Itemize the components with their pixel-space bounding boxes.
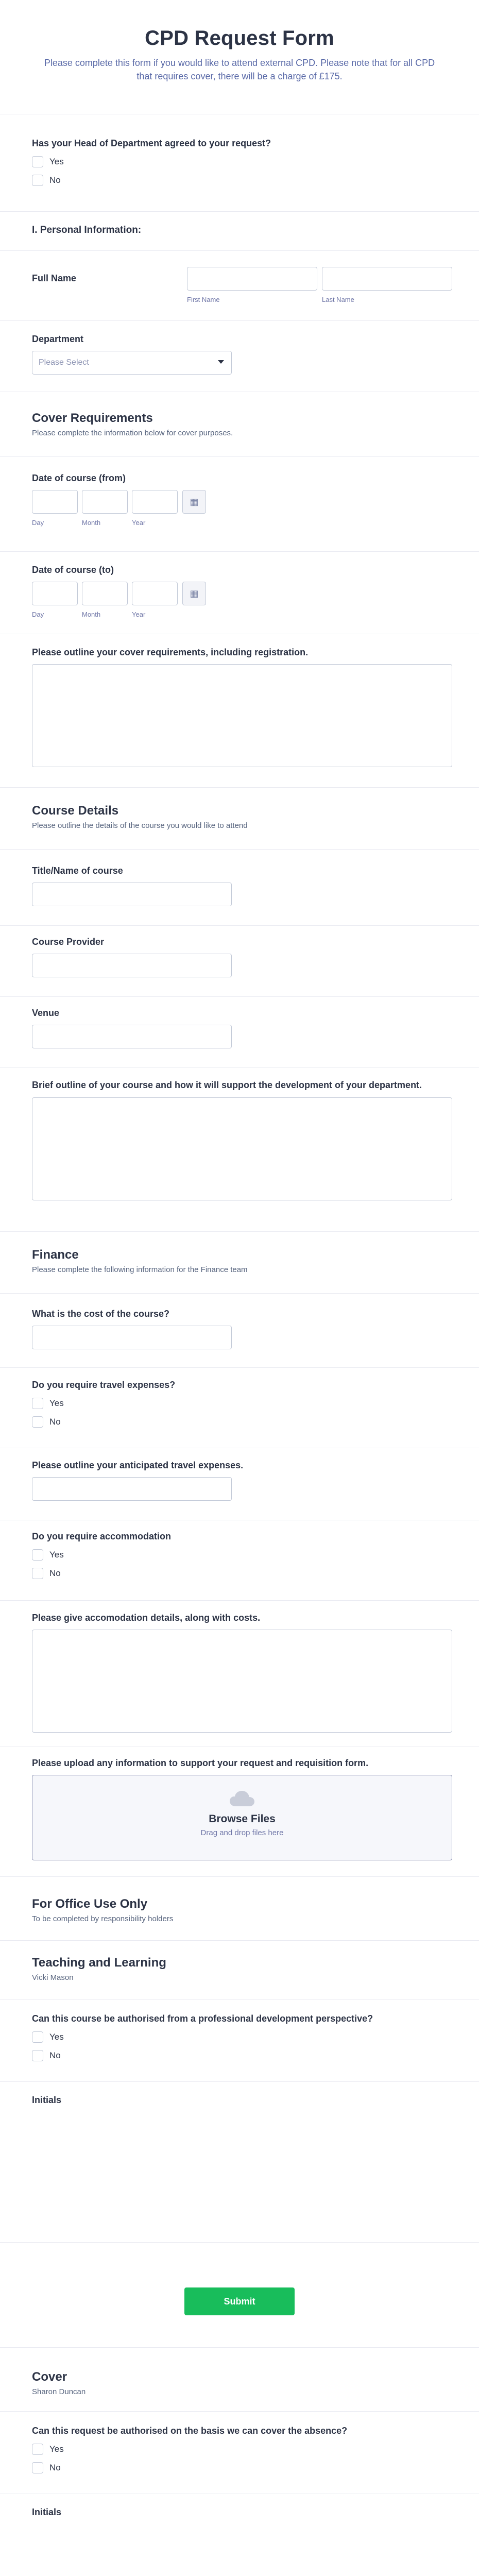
chevron-down-icon	[218, 360, 224, 364]
month-sublabel: Month	[82, 611, 101, 618]
select-placeholder: Please Select	[39, 358, 89, 367]
year-input[interactable]	[132, 490, 178, 514]
divider	[0, 787, 479, 788]
checkbox[interactable]	[32, 1398, 43, 1409]
option-label: Yes	[49, 2032, 64, 2042]
divider	[0, 551, 479, 552]
cover-header	[32, 2370, 452, 2396]
section-subhead: Please outline the details of the course you would like to attend	[32, 821, 248, 830]
field-label: Please give accomodation details, along with costs.	[32, 1613, 261, 1623]
course-details-header	[32, 804, 452, 830]
field-label: Title/Name of course	[32, 866, 123, 876]
first-name-input[interactable]	[187, 267, 317, 291]
field-label: Course Provider	[32, 937, 105, 947]
venue-field	[32, 1008, 452, 1048]
divider	[0, 849, 479, 850]
full-name-label: Full Name	[32, 273, 77, 283]
checkbox[interactable]	[32, 2031, 43, 2043]
initials-label: Initials	[32, 2095, 62, 2105]
calendar-icon: ▦	[190, 496, 199, 507]
checkbox[interactable]	[32, 2050, 43, 2061]
section-heading: Finance	[32, 1248, 79, 1262]
question-label: Do you require accommodation	[32, 1531, 172, 1541]
divider	[0, 1600, 479, 1601]
divider	[0, 320, 479, 321]
checkbox[interactable]	[32, 156, 43, 167]
course-cost-input[interactable]	[32, 1326, 232, 1349]
course-title-field	[32, 866, 452, 906]
divider	[0, 1293, 479, 1294]
year-sublabel: Year	[132, 519, 146, 527]
divider	[0, 1876, 479, 1877]
upload-field	[32, 1758, 452, 1860]
teaching-initials-field[interactable]	[32, 2095, 452, 2208]
divider	[0, 2081, 479, 2082]
year-input[interactable]	[132, 582, 178, 605]
divider	[0, 996, 479, 997]
teaching-header	[32, 1956, 452, 1982]
section-title: I. Personal Information:	[32, 225, 142, 235]
question-label: Can this course be authorised from a professional development perspective?	[32, 2013, 373, 2024]
option-yes[interactable]	[32, 1549, 452, 1561]
department-label: Department	[32, 334, 84, 344]
month-input[interactable]	[82, 490, 128, 514]
checkbox[interactable]	[32, 1568, 43, 1579]
section-heading: Teaching and Learning	[32, 1956, 166, 1970]
drag-drop-hint: Drag and drop files here	[200, 1828, 284, 1837]
course-provider-field	[32, 937, 452, 977]
responsible-person: Vicki Mason	[32, 1973, 74, 1982]
option-label: Yes	[49, 2444, 64, 2454]
option-yes[interactable]	[32, 2444, 452, 2455]
last-name-input[interactable]	[322, 267, 452, 291]
divider	[0, 1367, 479, 1368]
finance-header	[32, 1248, 452, 1274]
first-name-sublabel: First Name	[187, 296, 220, 303]
section-subhead: To be completed by responsibility holders	[32, 1914, 174, 1923]
divider	[0, 2347, 479, 2348]
option-yes[interactable]	[32, 1398, 452, 1409]
office-use-header	[32, 1897, 452, 1923]
divider	[0, 2242, 479, 2243]
option-no[interactable]	[32, 2050, 452, 2061]
accommodation-question	[32, 1531, 452, 1579]
option-no[interactable]	[32, 1568, 452, 1579]
option-no[interactable]	[32, 175, 452, 186]
section-subhead: Please complete the information below for cover purposes.	[32, 429, 233, 437]
divider	[0, 1067, 479, 1068]
option-label: Yes	[49, 1550, 64, 1560]
section-subhead: Please complete the following information for the Finance team	[32, 1265, 248, 1274]
field-label: Please outline your anticipated travel expenses.	[32, 1460, 244, 1470]
form-description: Please complete this form if you would like to attend external CPD. Please note that for all CPD that requires cover, there will be a charge of £175.	[44, 58, 435, 81]
responsible-person: Sharon Duncan	[32, 2387, 86, 2396]
day-sublabel: Day	[32, 519, 44, 527]
calendar-button[interactable]	[182, 490, 206, 514]
checkbox[interactable]	[32, 1416, 43, 1428]
section-heading: Course Details	[32, 804, 119, 818]
teaching-question	[32, 2013, 452, 2061]
divider	[0, 250, 479, 251]
initials-label: Initials	[32, 2507, 62, 2517]
day-input[interactable]	[32, 582, 78, 605]
field-label: Brief outline of your course and how it will support the development of your department.	[32, 1080, 422, 1090]
course-title-input[interactable]	[32, 883, 232, 906]
divider	[0, 925, 479, 926]
date-to-label: Date of course (to)	[32, 565, 114, 575]
browse-files-label[interactable]: Browse Files	[209, 1813, 276, 1825]
month-input[interactable]	[82, 582, 128, 605]
question-label: Can this request be authorised on the basis we can cover the absence?	[32, 2426, 348, 2436]
cover-outline-field	[32, 647, 452, 767]
field-label: Please upload any information to support your request and requisition form.	[32, 1758, 369, 1768]
option-no[interactable]	[32, 2462, 452, 2473]
cover-outline-label: Please outline your cover requirements, including registration.	[32, 647, 309, 657]
cover-outline-textarea[interactable]	[32, 664, 452, 767]
cover-question	[32, 2426, 452, 2473]
day-sublabel: Day	[32, 611, 44, 618]
divider	[0, 1231, 479, 1232]
date-from-field	[32, 473, 452, 531]
cover-initials-field[interactable]	[32, 2507, 452, 2576]
section-heading: Cover	[32, 2370, 67, 2384]
question-label: Has your Head of Department agreed to your request?	[32, 138, 271, 148]
option-label: No	[49, 1417, 61, 1427]
option-label: No	[49, 2050, 61, 2060]
form-header	[0, 0, 479, 114]
course-cost-field	[32, 1309, 452, 1349]
option-label: No	[49, 2463, 61, 2472]
date-from-label: Date of course (from)	[32, 473, 126, 483]
head-of-dept-question	[32, 138, 452, 186]
question-label: Do you require travel expenses?	[32, 1380, 176, 1390]
checkbox[interactable]	[32, 1549, 43, 1561]
department-select[interactable]	[32, 351, 232, 375]
section-heading: Cover Requirements	[32, 411, 153, 425]
checkbox[interactable]	[32, 175, 43, 186]
file-dropzone[interactable]	[32, 1775, 452, 1860]
option-label: No	[49, 1568, 61, 1578]
option-label: No	[49, 175, 61, 185]
divider	[0, 456, 479, 457]
option-yes[interactable]	[32, 2031, 452, 2043]
field-label: What is the cost of the course?	[32, 1309, 170, 1319]
checkbox[interactable]	[32, 2462, 43, 2473]
personal-info-title	[32, 225, 452, 236]
section-heading: For Office Use Only	[32, 1897, 148, 1911]
option-label: Yes	[49, 1398, 64, 1408]
divider	[0, 211, 479, 212]
cloud-upload-icon	[229, 1790, 255, 1807]
department-field	[32, 334, 452, 375]
submit-button[interactable]: Submit	[184, 2287, 295, 2315]
page-title: CPD Request Form	[145, 27, 334, 49]
divider	[0, 2411, 479, 2412]
calendar-icon: ▦	[190, 588, 199, 599]
last-name-sublabel: Last Name	[322, 296, 354, 303]
cover-requirements-header	[32, 411, 452, 437]
option-yes[interactable]	[32, 156, 452, 167]
accommodation-details-textarea[interactable]	[32, 1630, 452, 1733]
accommodation-details-field	[32, 1613, 452, 1733]
travel-question	[32, 1380, 452, 1428]
course-brief-textarea[interactable]	[32, 1097, 452, 1200]
date-to-field	[32, 565, 452, 623]
month-sublabel: Month	[82, 519, 101, 527]
day-input[interactable]	[32, 490, 78, 514]
calendar-button[interactable]	[182, 582, 206, 605]
year-sublabel: Year	[132, 611, 146, 618]
divider	[0, 1940, 479, 1941]
travel-outline-input[interactable]	[32, 1477, 232, 1501]
field-label: Venue	[32, 1008, 60, 1018]
course-provider-input[interactable]	[32, 954, 232, 977]
option-no[interactable]	[32, 1416, 452, 1428]
checkbox[interactable]	[32, 2444, 43, 2455]
venue-input[interactable]	[32, 1025, 232, 1048]
course-brief-field	[32, 1079, 452, 1200]
travel-outline-field	[32, 1460, 452, 1501]
option-label: Yes	[49, 157, 64, 166]
